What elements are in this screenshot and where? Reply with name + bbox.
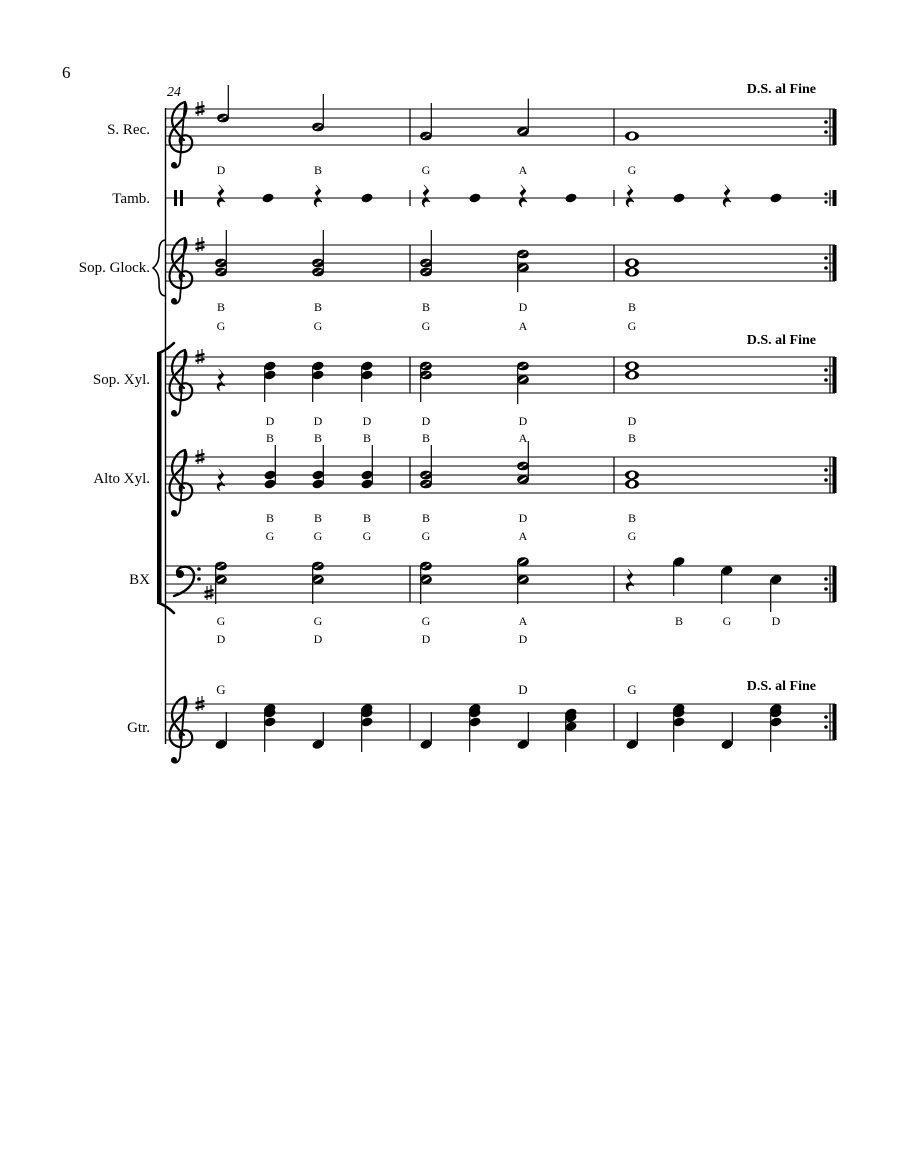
note-quarter <box>672 192 685 203</box>
note-half-d <box>217 85 229 122</box>
instrument-name-bx: BX <box>129 572 150 588</box>
note-quarter <box>468 192 481 203</box>
quarter-rest-icon <box>519 185 527 207</box>
note-label: G <box>313 319 323 333</box>
quarter-rest-icon <box>422 185 430 207</box>
chord-quarter-g-b <box>311 445 324 490</box>
note-label: B <box>313 163 323 177</box>
note-label: G <box>421 614 431 628</box>
note-label: B <box>362 431 372 445</box>
note-label: B <box>674 614 684 628</box>
note-label: G <box>421 529 431 543</box>
note-label: D <box>313 414 323 428</box>
staff-tambourine <box>112 185 836 207</box>
note-label: G <box>313 614 323 628</box>
instrument-name-tamb: Tamb. <box>112 191 150 207</box>
ds-al-fine-marking-xylophones: D.S. al Fine <box>746 333 816 348</box>
note-label: D <box>362 414 372 428</box>
chord-quarter-b-d-g <box>769 703 782 752</box>
note-label: G <box>265 529 275 543</box>
note-label: B <box>313 431 323 445</box>
chord-half-g-b <box>312 230 324 276</box>
quarter-rest-icon <box>217 469 225 491</box>
note-label: D <box>216 632 226 646</box>
quarter-rest-icon <box>217 185 225 207</box>
note-names-sop-glock <box>217 300 637 333</box>
instrument-name-alto-xyl: Alto Xyl. <box>93 471 150 487</box>
chord-half-d-a <box>517 557 529 604</box>
note-quarter <box>360 192 373 203</box>
chord-half-g-b <box>420 230 432 276</box>
chord-symbol: G <box>627 682 637 697</box>
note-label: B <box>421 511 431 525</box>
staff-alto-xylophone <box>93 441 836 516</box>
note-names-sop-xyl <box>266 414 637 445</box>
chord-quarter-b-d <box>263 360 276 402</box>
note-label: D <box>518 300 528 314</box>
note-label: B <box>627 300 637 314</box>
note-names-bx <box>217 614 781 646</box>
note-names-alto-xyl <box>266 511 637 543</box>
note-label: B <box>265 511 275 525</box>
note-label: D <box>518 632 528 646</box>
guitar-chord-symbols <box>216 682 636 697</box>
note-label: D <box>313 632 323 646</box>
quarter-rest-icon <box>217 369 225 391</box>
note-label: A <box>518 163 528 177</box>
note-label: G <box>216 319 226 333</box>
note-quarter-b <box>672 556 685 596</box>
quarter-rest-icon <box>626 185 634 207</box>
treble-clef-icon <box>169 238 192 304</box>
note-label: A <box>518 614 528 628</box>
note-label: B <box>216 300 226 314</box>
chord-half-d-g <box>215 562 227 604</box>
note-label: G <box>421 163 431 177</box>
chord-quarter-b-d <box>311 360 324 402</box>
note-half-a <box>517 99 529 136</box>
chord-whole-g-b <box>625 258 639 276</box>
instrument-name-sop-glock: Sop. Glock. <box>78 260 150 276</box>
note-label: B <box>421 300 431 314</box>
chord-quarter-b-d-g <box>672 703 685 752</box>
note-label: G <box>216 614 226 628</box>
note-label: G <box>627 163 637 177</box>
note-label: G <box>627 319 637 333</box>
note-label: B <box>265 431 275 445</box>
staff-lines <box>165 109 835 145</box>
note-label: A <box>518 319 528 333</box>
staff-bass-xylophone <box>129 556 836 612</box>
note-quarter <box>769 192 782 203</box>
note-quarter <box>261 192 274 203</box>
chord-quarter-g-b <box>360 445 373 490</box>
note-whole-g <box>625 131 639 140</box>
treble-clef-icon <box>169 350 192 416</box>
staff-lines <box>165 245 835 281</box>
note-label: G <box>313 529 323 543</box>
note-label: D <box>421 632 431 646</box>
note-label: A <box>518 529 528 543</box>
note-label: G <box>722 614 732 628</box>
chord-half-g-b <box>215 230 227 276</box>
ds-al-fine-marking-top: D.S. al Fine <box>746 82 816 97</box>
note-label: D <box>421 414 431 428</box>
treble-clef-icon <box>169 697 192 763</box>
staff-soprano-recorder <box>107 85 836 168</box>
quarter-rest-icon <box>314 185 322 207</box>
note-quarter <box>564 192 577 203</box>
staff-lines <box>165 566 835 602</box>
instrument-name-gtr: Gtr. <box>127 720 150 736</box>
treble-clef-icon <box>169 450 192 516</box>
note-label: D <box>216 163 226 177</box>
quarter-rest-icon <box>723 185 731 207</box>
ds-al-fine-marking-guitar: D.S. al Fine <box>746 679 816 694</box>
chord-half-g-b <box>420 445 432 488</box>
chord-quarter-g-b <box>263 445 276 490</box>
note-label: G <box>421 319 431 333</box>
note-label: D <box>771 614 781 628</box>
chord-half-d-g <box>420 562 432 604</box>
note-label: G <box>362 529 372 543</box>
note-label: D <box>265 414 275 428</box>
note-label: B <box>627 511 637 525</box>
note-half-b <box>312 94 324 131</box>
chord-quarter-b-d-g <box>360 703 373 752</box>
chord-quarter-b-d-g <box>468 703 481 752</box>
chord-half-a-d <box>517 362 529 404</box>
measure-number: 24 <box>167 85 181 100</box>
chord-symbol: G <box>216 682 226 697</box>
staff-soprano-glockenspiel <box>79 230 837 304</box>
page-number: 6 <box>62 63 71 82</box>
chord-half-b-d <box>420 362 432 402</box>
chord-quarter-b-d-g <box>263 703 276 752</box>
quarter-rest-icon <box>626 569 634 591</box>
note-label: D <box>518 511 528 525</box>
note-label: B <box>627 431 637 445</box>
chord-whole-b-d <box>625 361 639 379</box>
note-label: D <box>627 414 637 428</box>
note-label: B <box>421 431 431 445</box>
treble-clef-icon <box>169 102 192 168</box>
note-label: D <box>518 414 528 428</box>
chord-whole-g-b <box>625 470 639 488</box>
staff-soprano-xylophone <box>93 349 837 416</box>
note-label: B <box>313 511 323 525</box>
staff-guitar <box>127 696 836 763</box>
note-label: A <box>518 431 528 445</box>
chord-quarter-b-d <box>360 360 373 402</box>
chord-half-d-g <box>312 562 324 604</box>
glock-brace-icon <box>153 240 165 296</box>
chord-half-a-d <box>517 441 529 484</box>
note-label: G <box>627 529 637 543</box>
note-label: B <box>362 511 372 525</box>
bass-clef-icon <box>174 567 201 596</box>
note-names-s-rec <box>217 163 637 177</box>
chord-quarter-a-d-fsharp <box>564 707 577 752</box>
chord-half-a-d <box>517 250 529 292</box>
instrument-name-s-rec: S. Rec. <box>107 122 150 138</box>
note-label: B <box>313 300 323 314</box>
instrument-name-sop-xyl: Sop. Xyl. <box>92 372 150 388</box>
chord-symbol: D <box>518 682 528 697</box>
